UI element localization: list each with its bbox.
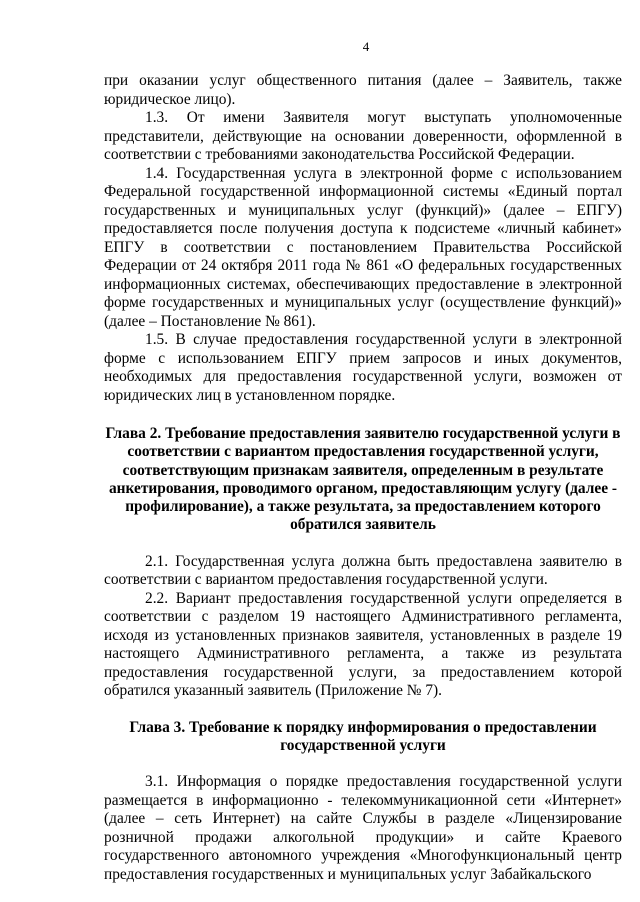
paragraph-3-1: 3.1. Информация о порядке предоставления государственной услуги размещается в информационно - телекоммуникационной сети «Интернет» (далее – сеть Интернет) на сайте Службы в разделе «Лицензирование розничной продажи алкогольной продукции» и сайте Краевого государственного автономного учреждения «Многофункциональный центр предоставления государственных и муниципальных услуг Забайкальского xyxy=(104,773,622,883)
paragraph-2-2: 2.2. Вариант предоставления государственной услуги определяется в соответствии с разделом 19 настоящего Административного регламента, исходя из установленных признаков заявителя, установленных в разделе 19 настоящего Административного регламента, а также из результата предоставления государственной услуги, за предоставлением которой обратился указанный заявитель (Приложение № 7). xyxy=(104,589,622,700)
page-number: 4 xyxy=(362,39,370,54)
document-body xyxy=(104,72,622,884)
paragraph-1-4: 1.4. Государственная услуга в электронной форме с использованием Федеральной государственной информационной системы «Единый портал государственных и муниципальных услуг (функций)» (далее – ЕПГУ) предоставляется после получения доступа к подсистеме «личный кабинет» ЕПГУ в соответствии с постановлением Правительства Российской Федерации от 24 октября 2011 года № 861 «О федеральных государственных информационных системах, обеспечивающих предоставление в электронной форме государственных и муниципальных услуг (осуществление функций)» (далее – Постановление № 861). xyxy=(104,164,622,330)
chapter-3-heading: Глава 3. Требование к порядку информирования о предоставлении государственной услуги xyxy=(129,718,597,755)
paragraph-2-1: 2.1. Государственная услуга должна быть предоставлена заявителю в соответствии с вариантом предоставления государственной услуги. xyxy=(104,552,622,589)
paragraph-1-3: 1.3. От имени Заявителя могут выступать уполномоченные представители, действующие на основании доверенности, оформленной в соответствии с требованиями законодательства Российской Федерации. xyxy=(104,109,622,163)
paragraph-1-5: 1.5. В случае предоставления государственной услуги в электронной форме с использованием ЕПГУ прием запросов и иных документов, необходимых для предоставления государственной услуги, возможен от юридических лиц в установленном порядке. xyxy=(104,331,622,404)
chapter-2-heading: Глава 2. Требование предоставления заявителю государственной услуги в соответствии с вариантом предоставления государственной услуги, соответствующим признакам заявителя, определенным в результате анкетирования, проводимого органом, предоставляющим услугу (далее - профилирование), а также результата, за предоставлением которого обратился заявитель xyxy=(105,425,621,534)
paragraph-continuation: при оказании услуг общественного питания (далее – Заявитель, также юридическое лицо). xyxy=(104,72,622,108)
